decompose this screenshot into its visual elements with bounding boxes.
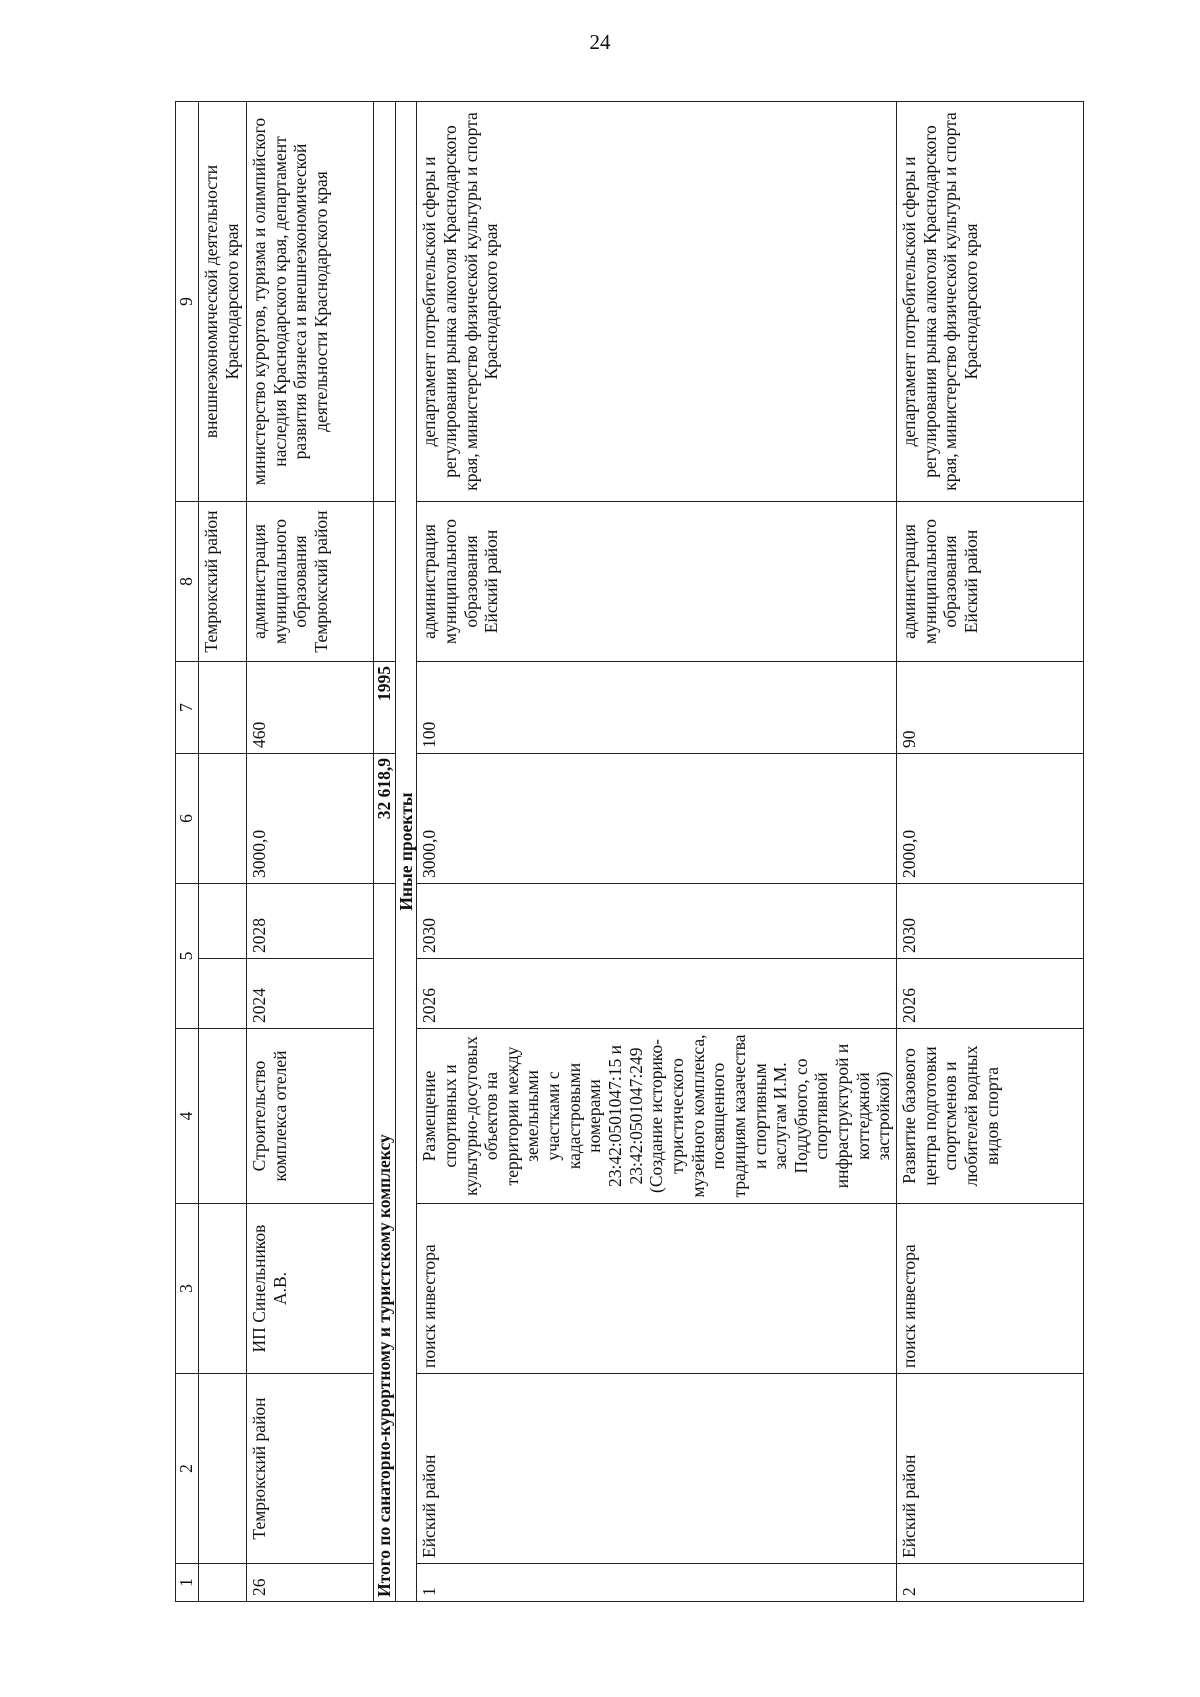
start-year-cell: 2024: [247, 959, 374, 1029]
table-row: [417, 102, 897, 1602]
col-num-1: 1: [176, 1564, 199, 1602]
col-num-2: 2: [176, 1374, 199, 1564]
continued-row: [199, 102, 247, 1602]
page-number: 24: [589, 30, 611, 54]
start-year-cell: 2026: [897, 959, 1084, 1029]
end-year-cell: 2030: [897, 884, 1084, 959]
total-label: Итого по санаторно-курортному и туристскому комплексу: [374, 884, 396, 1602]
project-description-cell: Размещение спортивных и культурно-досуговых объектов на территории между земельными участками с кадастровыми номерами 23:42:0501047:15 и 23:42:0501047:249 (Создание историко-туристического музейного комплекса, посвященного традициям казачества и спортивным заслугам И.М. Поддубного, со спортивной инфраструктурой и коттеджной застройкой): [417, 1029, 897, 1204]
responsible-agency-cell: департамент потребительской сферы и регулирования рынка алкоголя Краснодарского края, министерство физической культуры и спорта Краснодарского края: [897, 102, 1084, 502]
municipality-cell: администрация муниципального образования Темрюкский район: [247, 502, 374, 662]
investment-amount-cell: 3000,0: [247, 754, 374, 884]
responsible-agency-cell: министерство курортов, туризма и олимпийского наследия Краснодарского края, департамент развития бизнеса и внешнеэкономической деятельности Краснодарского края: [247, 102, 374, 502]
table-row: [247, 102, 374, 1602]
continued-municipality: Темрюкский район: [199, 502, 247, 662]
jobs-cell: 460: [247, 662, 374, 754]
project-description-cell: Строительство комплекса отелей: [247, 1029, 374, 1204]
investor-cell: ИП Синельников А.В.: [247, 1204, 374, 1374]
start-year-cell: 2026: [417, 959, 897, 1029]
investment-amount-cell: 2000,0: [897, 754, 1084, 884]
section-heading-row: [395, 102, 417, 1602]
row-number: 2: [897, 1564, 1084, 1602]
column-number-row: [176, 102, 199, 1602]
project-description-cell: Развитие базового центра подготовки спортсменов и любителей водных видов спорта: [897, 1029, 1084, 1204]
row-number: 26: [247, 1564, 374, 1602]
municipality-cell: администрация муниципального образования Ейский район: [897, 502, 1084, 662]
investment-amount-cell: 3000,0: [417, 754, 897, 884]
total-jobs: 1995: [374, 662, 396, 754]
responsible-agency-cell: департамент потребительской сферы и регулирования рынка алкоголя Краснодарского края, министерство физической культуры и спорта Краснодарского края: [417, 102, 897, 502]
col-num-5: 5: [176, 884, 199, 1029]
col-num-6: 6: [176, 754, 199, 884]
total-row: [374, 102, 396, 1602]
col-num-8: 8: [176, 502, 199, 662]
continued-agency: внешнеэкономической деятельности Краснодарского края: [199, 102, 247, 502]
col-num-3: 3: [176, 1204, 199, 1374]
investment-projects-table: [175, 101, 1084, 1602]
jobs-cell: 100: [417, 662, 897, 754]
col-num-9: 9: [176, 102, 199, 502]
row-number: 1: [417, 1564, 897, 1602]
jobs-cell: 90: [897, 662, 1084, 754]
col-num-7: 7: [176, 662, 199, 754]
rotated-table-container: [175, 102, 1097, 1602]
total-investment: 32 618,9: [374, 754, 396, 884]
municipality-cell: администрация муниципального образования Ейский район: [417, 502, 897, 662]
table-row: [897, 102, 1084, 1602]
col-num-4: 4: [176, 1029, 199, 1204]
location-cell: Ейский район: [897, 1374, 1084, 1564]
section-heading: Иные проекты: [395, 102, 417, 1602]
end-year-cell: 2030: [417, 884, 897, 959]
location-cell: Ейский район: [417, 1374, 897, 1564]
investor-cell: поиск инвестора: [897, 1204, 1084, 1374]
location-cell: Темрюкский район: [247, 1374, 374, 1564]
end-year-cell: 2028: [247, 884, 374, 959]
investor-cell: поиск инвестора: [417, 1204, 897, 1374]
